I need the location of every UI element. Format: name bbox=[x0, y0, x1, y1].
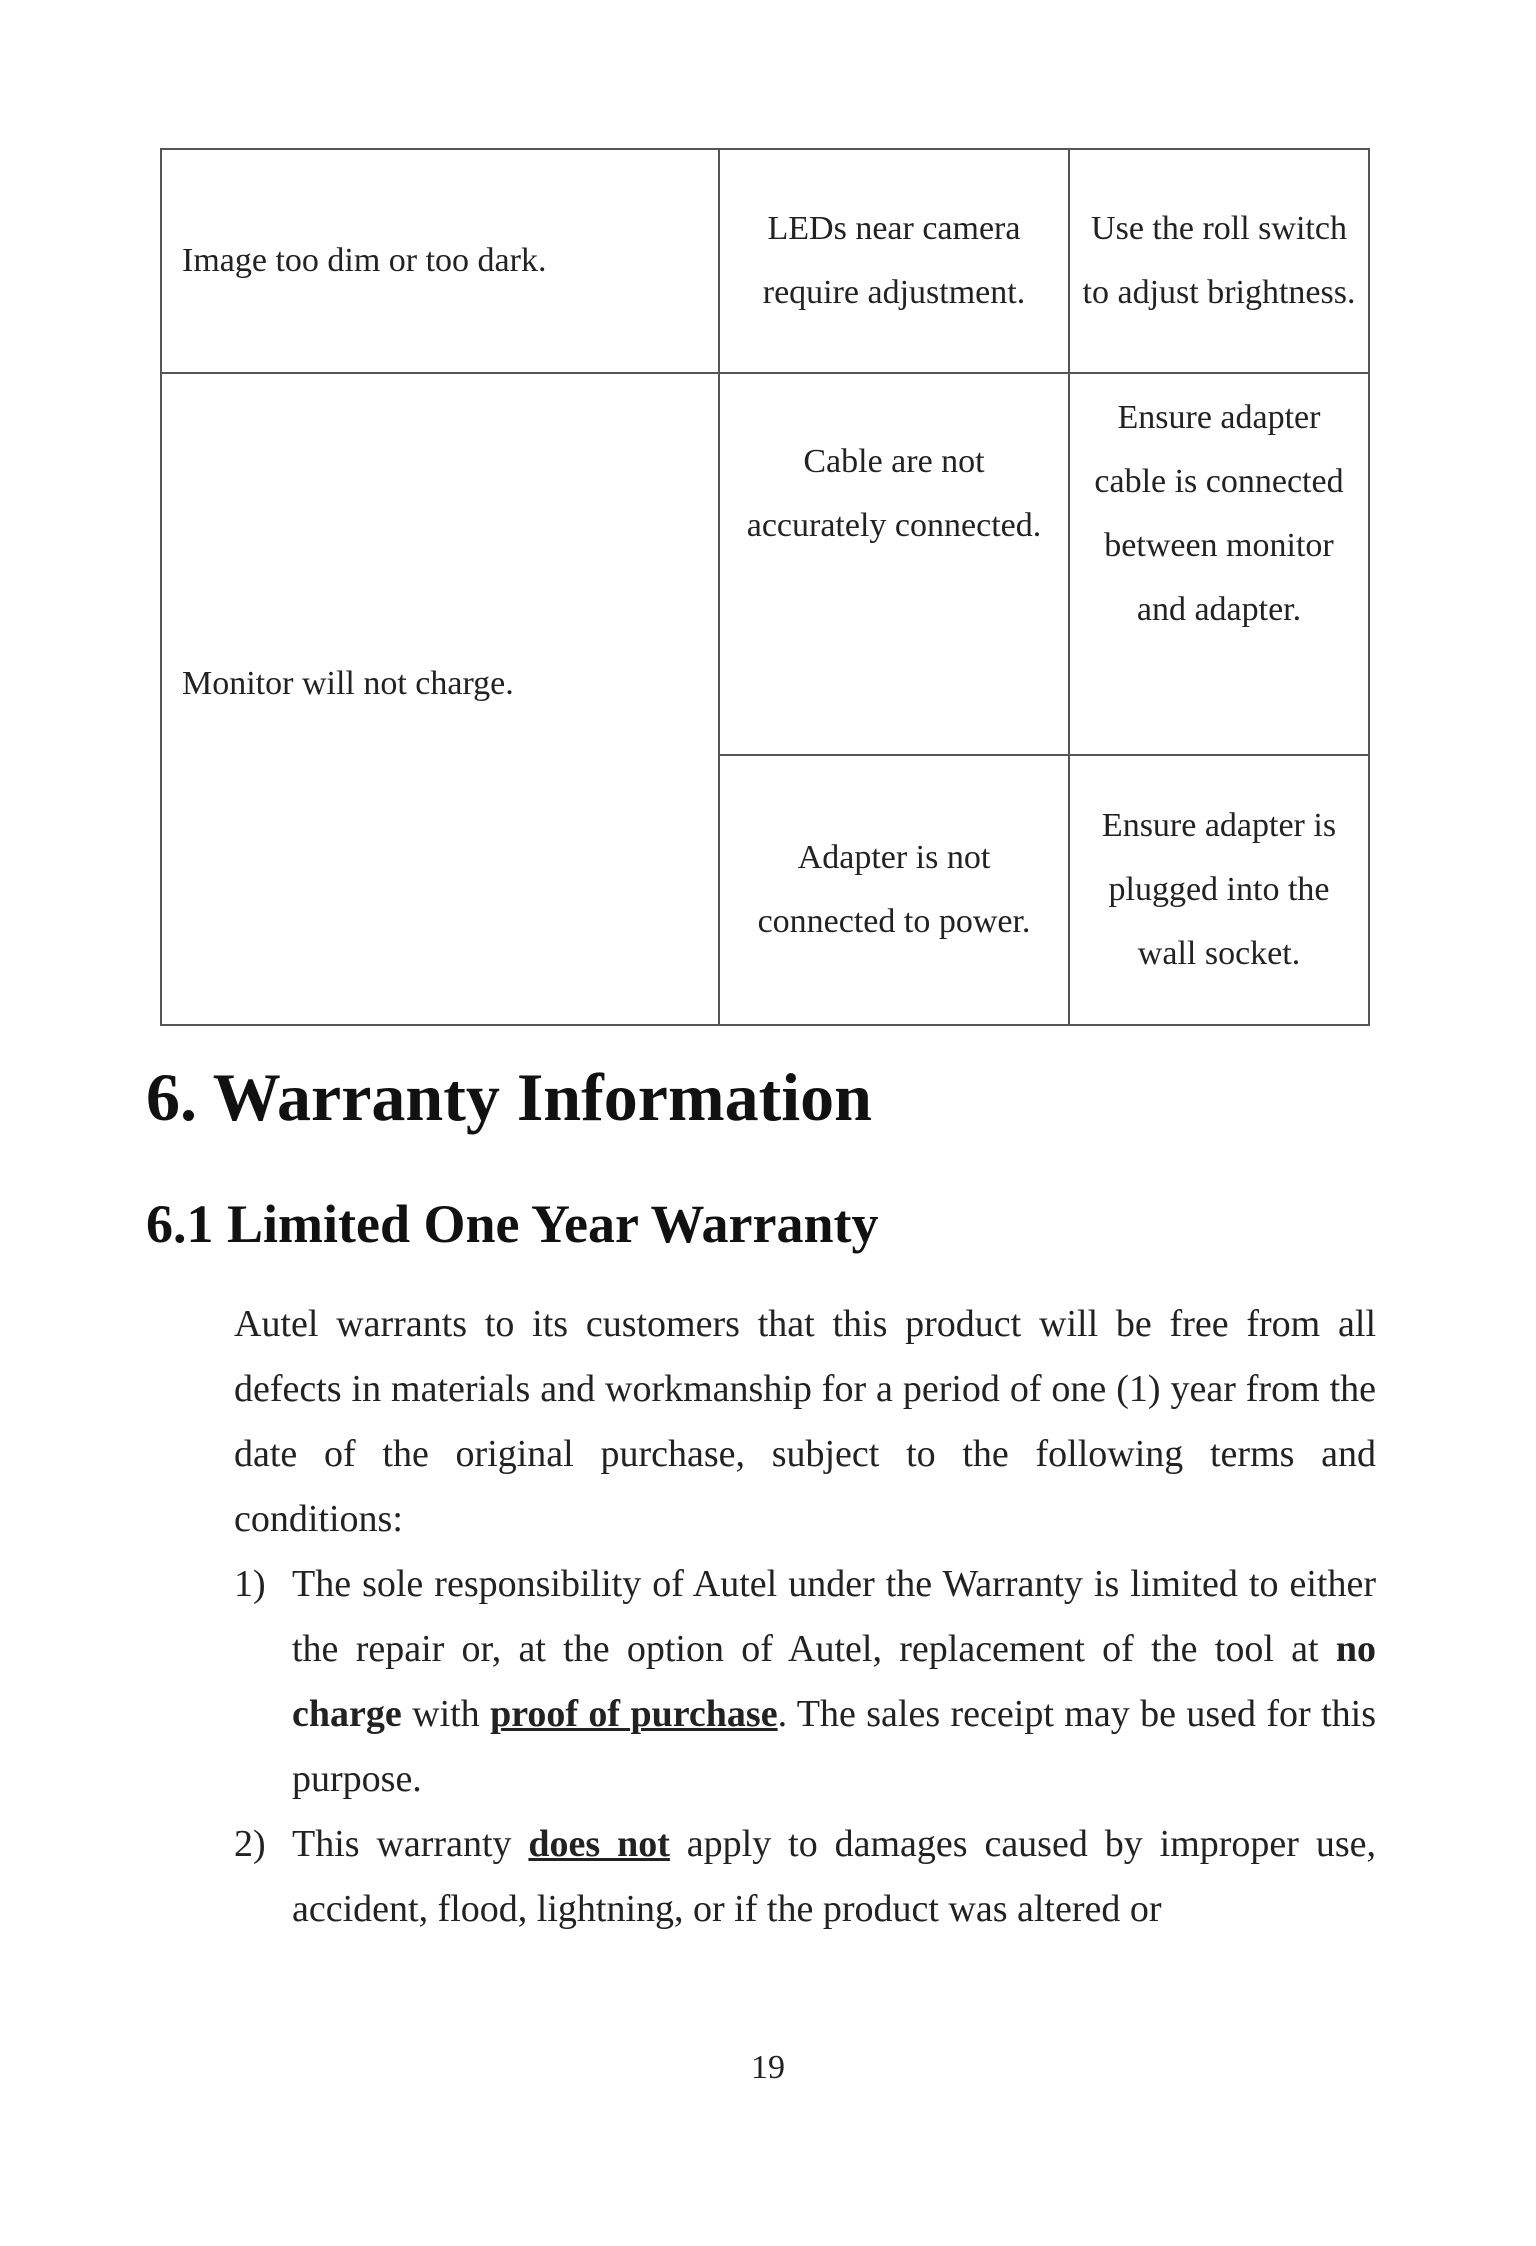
list-number: 1) bbox=[234, 1563, 266, 1605]
table-row bbox=[161, 373, 1369, 755]
emphasis-underline-text: proof of purchase bbox=[490, 1693, 778, 1735]
item-text: with bbox=[401, 1693, 491, 1735]
item-text: The sole responsibility of Autel under the Warranty is limited to either the repair or, at the option of Autel, replacement of the tool at bbox=[292, 1563, 1376, 1670]
cause-cell: Adapter is not connected to power. bbox=[719, 755, 1069, 1025]
list-number: 2) bbox=[234, 1823, 266, 1865]
page-number: 19 bbox=[751, 2049, 785, 2086]
emphasis-underline-text: does not bbox=[528, 1823, 670, 1865]
cause-cell: LEDs near camera require adjustment. bbox=[719, 149, 1069, 373]
emphasis-text: no charge bbox=[292, 1628, 1376, 1735]
warranty-body bbox=[234, 1292, 1376, 1942]
problem-text: Monitor will not charge. bbox=[182, 665, 514, 702]
solution-cell: Ensure adapter cable is connected between monitor and adapter. bbox=[1069, 373, 1369, 755]
problem-cell bbox=[161, 373, 719, 1025]
list-item bbox=[234, 1552, 1376, 1812]
item-text: apply to damages caused by improper use, accident, flood, lightning, or if the product was altered or bbox=[292, 1823, 1376, 1930]
cause-cell: Cable are not accurately connected. bbox=[719, 373, 1069, 755]
terms-list bbox=[234, 1552, 1376, 1942]
troubleshooting-table bbox=[160, 148, 1370, 1026]
section-subtitle: 6.1 Limited One Year Warranty bbox=[146, 1194, 879, 1254]
solution-cell: Ensure adapter is plugged into the wall socket. bbox=[1069, 755, 1369, 1025]
list-item bbox=[234, 1812, 1376, 1942]
intro-paragraph: Autel warrants to its customers that this product will be free from all defects in materials and workmanship for a period of one (1) year from the date of the original purchase, subject to the following terms and conditions: bbox=[234, 1303, 1376, 1540]
problem-cell: Image too dim or too dark. bbox=[161, 149, 719, 373]
table-row bbox=[161, 149, 1369, 373]
item-text: This warranty bbox=[292, 1823, 529, 1865]
solution-cell: Use the roll switch to adjust brightness. bbox=[1069, 149, 1369, 373]
item-text: . The sales receipt may be used for this purpose. bbox=[292, 1693, 1376, 1800]
section-title: 6. Warranty Information bbox=[146, 1059, 872, 1135]
